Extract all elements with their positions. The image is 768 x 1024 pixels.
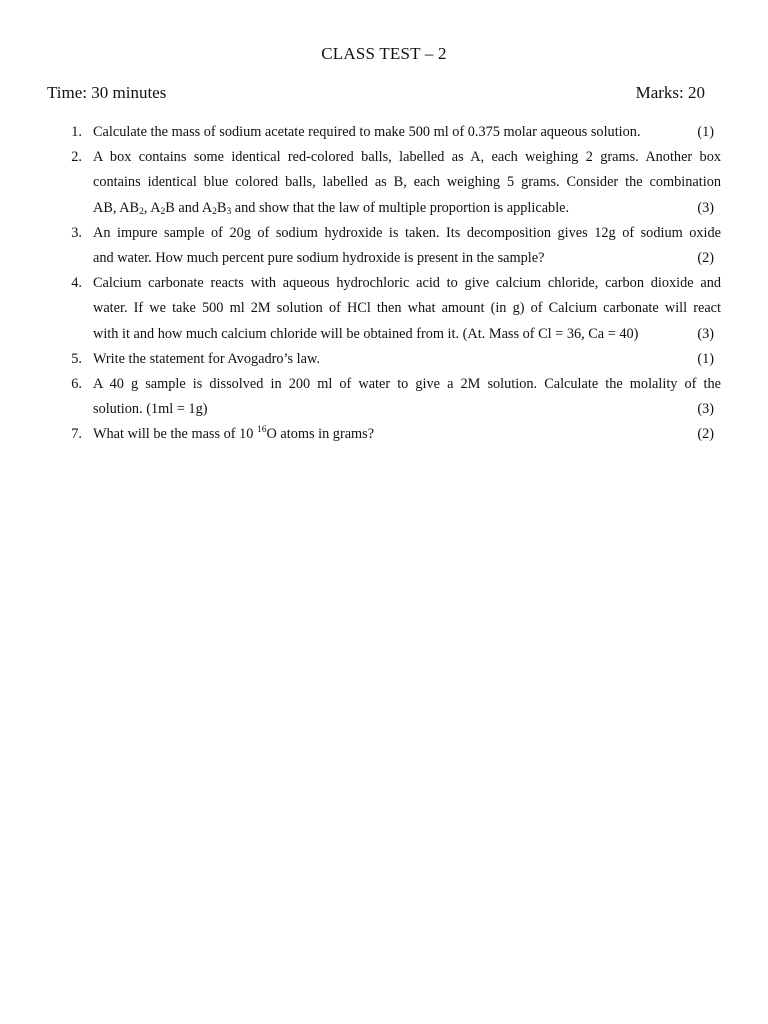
question-marks: (1) (697, 350, 714, 367)
question-number: 1. (71, 124, 82, 140)
question-line-text: with it and how much calcium chloride will be obtained from it. (At. Mass of Cl = 36, Ca = 40) (93, 325, 639, 342)
marks-label: Marks: 20 (635, 83, 705, 102)
question-marks: (1) (697, 124, 714, 140)
page-title: CLASS TEST – 2 (321, 44, 447, 63)
question-line-text: and water. How much percent pure sodium hydroxide is present in the sample? (93, 250, 545, 267)
question-marks: (3) (697, 325, 714, 342)
question-line (93, 397, 721, 422)
question-line (93, 196, 721, 221)
question-line: water. If we take 500 ml 2M solution of HCl then what amount (in g) of Calcium carbonate will react (93, 300, 721, 317)
question-number: 5. (71, 350, 82, 367)
question-number: 7. (71, 426, 82, 443)
question-item (0, 422, 768, 447)
question-marks: (2) (697, 250, 714, 267)
question-item (0, 120, 768, 145)
question-line (93, 322, 721, 347)
question-line (93, 120, 721, 145)
question-line (93, 422, 721, 447)
question-marks: (3) (697, 401, 714, 418)
question-text (93, 347, 721, 372)
question-marks: (3) (697, 199, 714, 216)
question-item (0, 221, 768, 271)
question-line: An impure sample of 20g of sodium hydroxide is taken. Its decomposition gives 12g of sodium oxide (93, 224, 721, 241)
question-line: A box contains some identical red-colored balls, labelled as A, each weighing 2 grams. Another box (93, 149, 721, 166)
question-text (93, 271, 721, 347)
question-line: A 40 g sample is dissolved in 200 ml of water to give a 2M solution. Calculate the molality of the (93, 376, 721, 393)
question-item (0, 347, 768, 372)
question-text (93, 221, 721, 271)
question-list (0, 120, 768, 448)
question-number: 4. (71, 275, 82, 292)
question-text (93, 120, 721, 145)
question-line-text: Write the statement for Avogadro’s law. (93, 350, 320, 367)
question-text (93, 145, 721, 221)
question-number: 6. (71, 376, 82, 393)
question-line-text: solution. (1ml = 1g) (93, 401, 208, 418)
question-text (93, 372, 721, 422)
time-label: Time: 30 minutes (47, 83, 167, 102)
question-marks: (2) (697, 426, 714, 443)
question-item (0, 145, 768, 221)
question-line: contains identical blue colored balls, labelled as B, each weighing 5 grams. Consider the combination (93, 174, 721, 191)
question-text (93, 422, 721, 447)
question-line: Calcium carbonate reacts with aqueous hydrochloric acid to give calcium chloride, carbon dioxide and (93, 275, 721, 292)
meta-row (47, 83, 705, 103)
question-line (93, 246, 721, 271)
question-line-text: What will be the mass of 10 $^{16}$O atoms in grams? (93, 425, 375, 443)
question-number: 2. (71, 149, 82, 166)
question-line-text: Calculate the mass of sodium acetate required to make 500 ml of 0.375 molar aqueous solution. (93, 124, 641, 140)
question-line (93, 347, 721, 372)
question-item (0, 372, 768, 422)
question-number: 3. (71, 224, 82, 241)
question-item (0, 271, 768, 347)
question-line-text: AB, $AB_2$, $A_2B$ and $A_2B_3$ and show that the law of multiple proportion is applicable. (93, 199, 570, 217)
